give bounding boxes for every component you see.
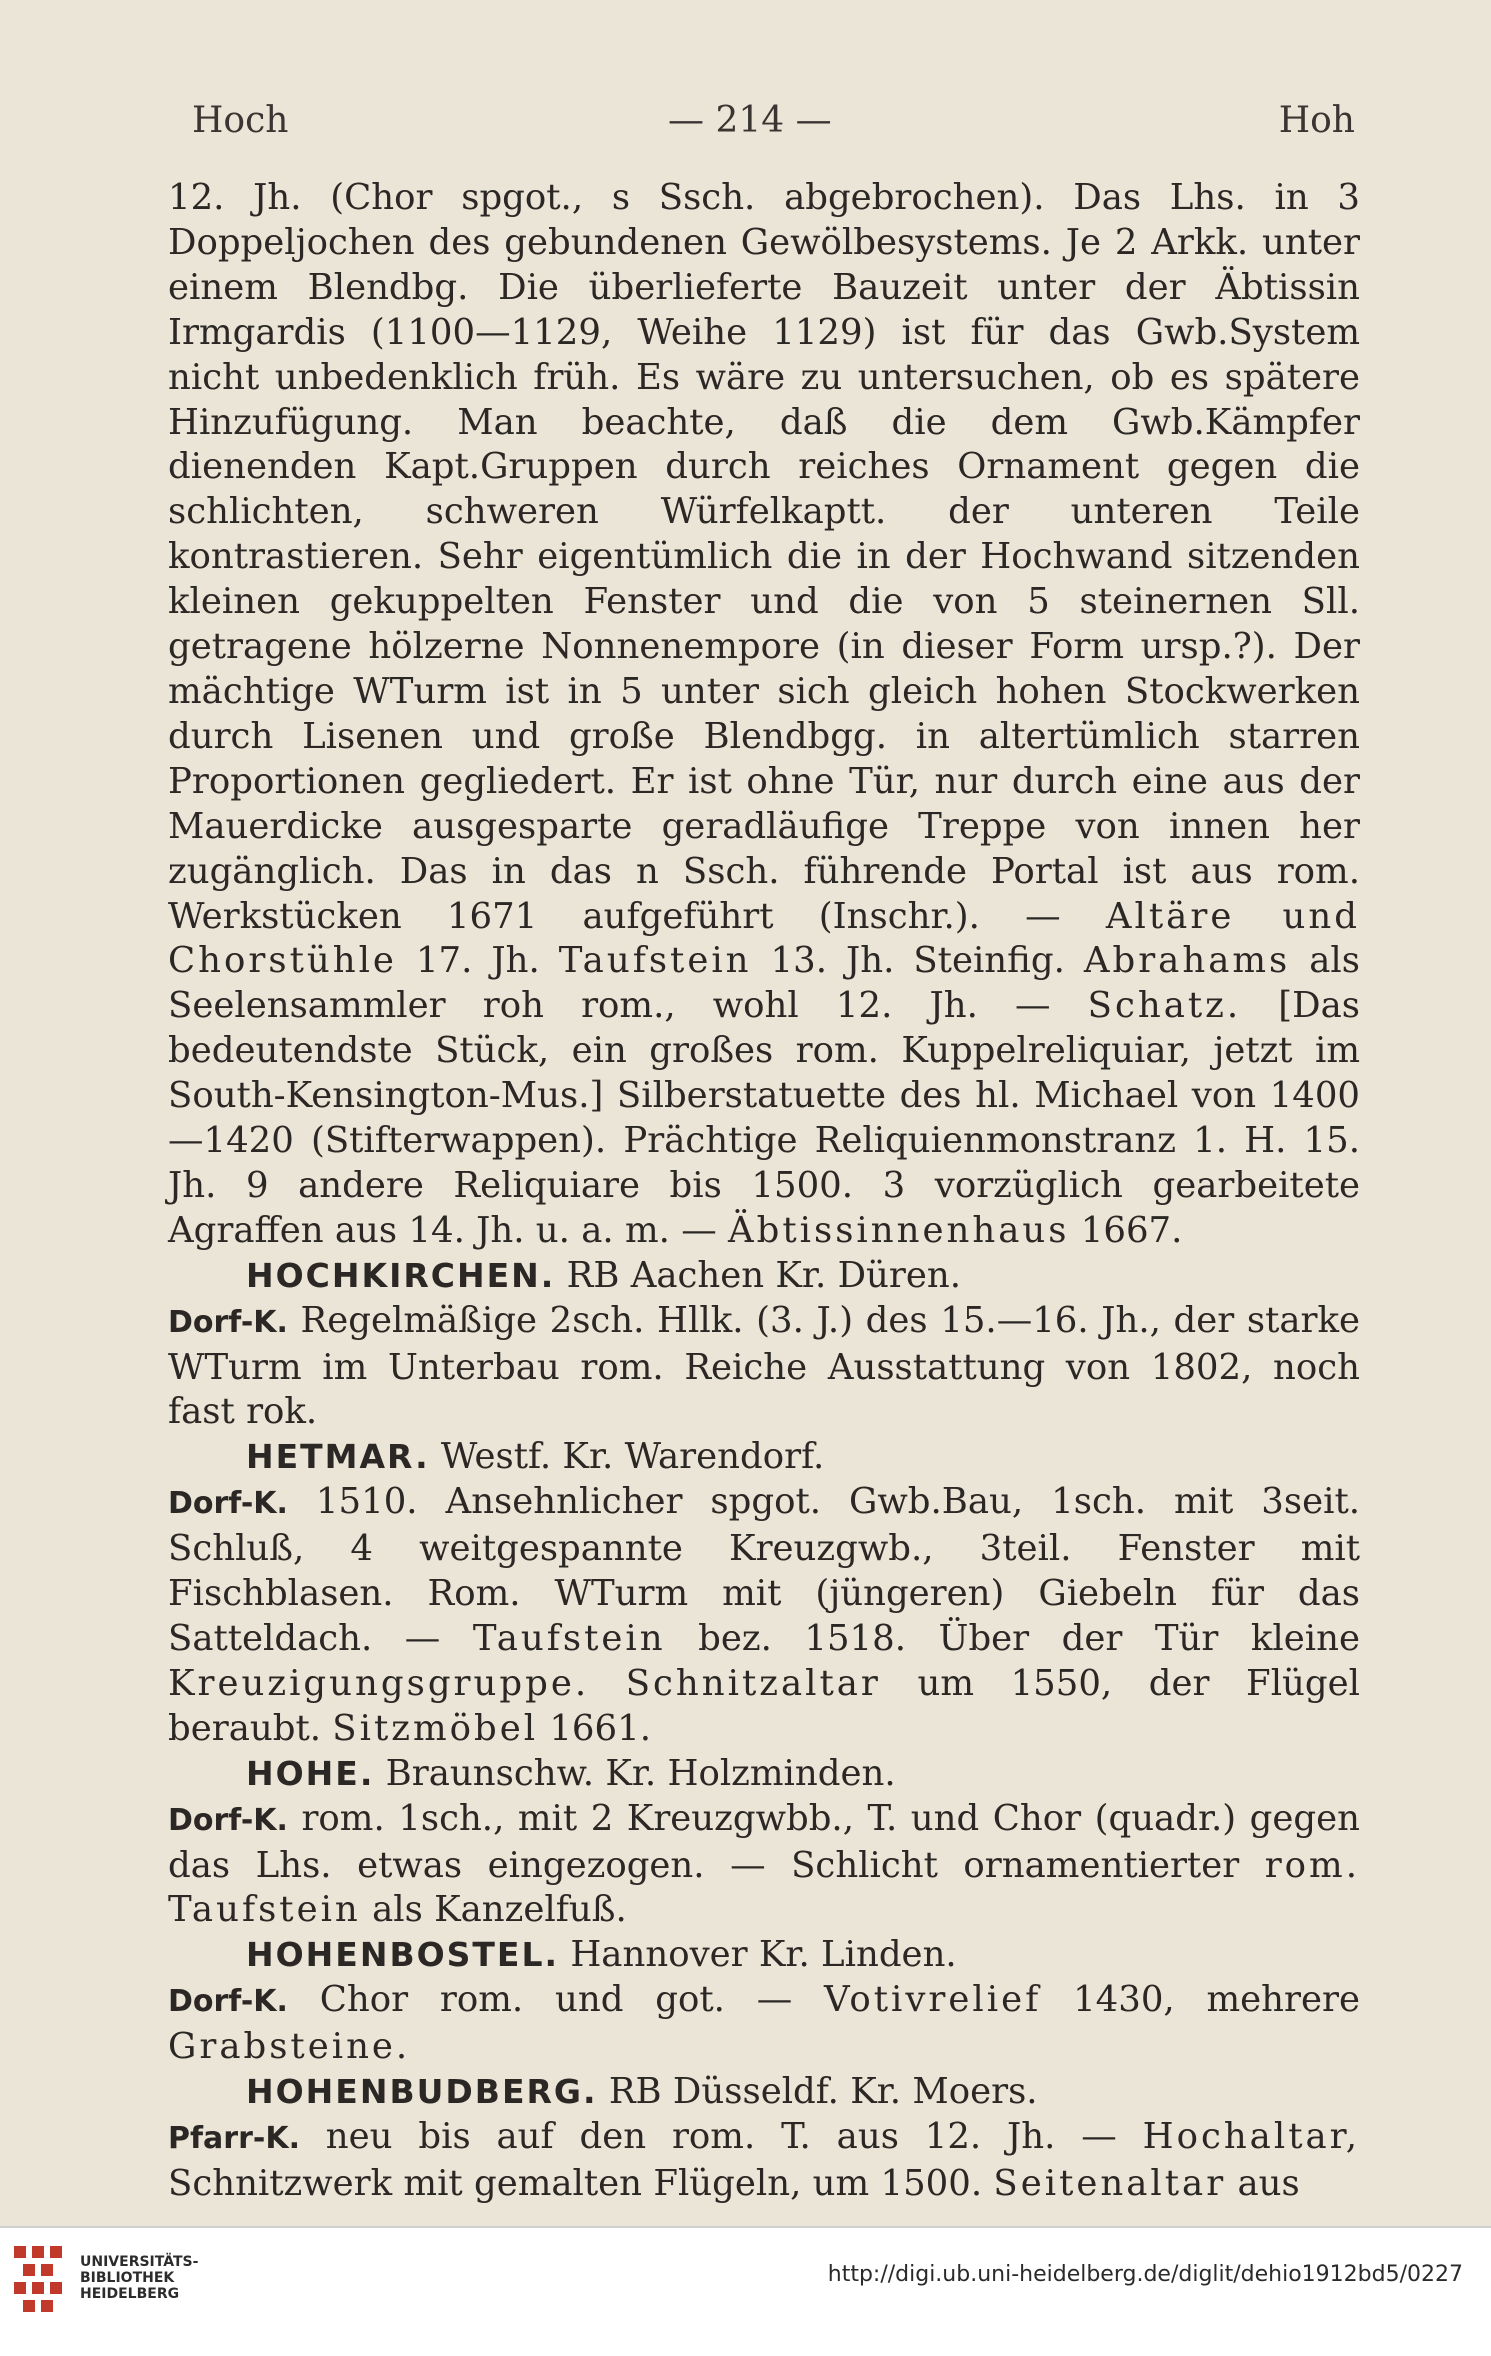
entry-hohenbostel xyxy=(168,1933,1360,2070)
library-line: UNIVERSITÄTS- xyxy=(80,2254,199,2270)
entry-name: HOHENBOSTEL. xyxy=(246,1935,560,1975)
entry-location: RB Düsseldf. Kr. Moers. xyxy=(608,2071,1038,2113)
entry-label: Dorf-K. xyxy=(168,1802,288,1838)
entry-segment: Chor rom. und got. — xyxy=(287,1979,824,2021)
entry-label: Pfarr-K. xyxy=(168,2120,300,2156)
continuation-segment: als Seelensammler roh rom., wohl 12. Jh. — xyxy=(168,940,1360,1027)
entry-location: Hannover Kr. Linden. xyxy=(570,1934,957,1976)
entry-segment: aus xyxy=(1226,2162,1300,2204)
entry-segment: Sitzmöbel xyxy=(332,1707,539,1749)
entry-label: Dorf-K. xyxy=(168,1304,288,1340)
entry-segment: Taufstein xyxy=(472,1618,666,1659)
entry-segment: 1661. xyxy=(538,1707,651,1749)
entry-segment: Seitenaltar xyxy=(993,2162,1227,2204)
continuation-segment: 12. Jh. (Chor spgot., s Ssch. abgebrochen). Das Lhs. in 3 Doppeljochen des gebundenen Gewölbesystems. Je 2 Arkk. unter einem Blendbg. Die überlieferte Bauzeit unter der Äbtissin Irmgardis (1100—1129, Weihe 1129) ist für das Gwb.System nicht unbedenklich früh. Es wäre zu untersuchen, ob es spätere Hinzufügung. Man beachte, daß die dem Gwb.Kämpfer dienenden Kapt.Gruppen durch reiches Ornament gegen die schlichten, schweren Würfelkaptt. der unteren Teile kontrastieren. Sehr eigentümlich die in der Hochwand sitzenden kleinen gekuppelten Fenster und die von 5 steinernen Sll. getragene hölzerne Nonnenempore (in dieser Form ursp.?). Der mächtige WTurm ist in 5 unter sich gleich hohen Stockwerken durch Lisenen und große Blendbgg. in altertümlich starren Proportionen gegliedert. Er ist ohne Tür, nur durch eine aus der Mauerdicke ausgesparte geradläufige Treppe von innen her zugänglich. Das in das n Ssch. führende Portal ist aus rom. Werkstücken 1671 aufgeführt (Inschr.). — xyxy=(168,177,1360,937)
entry-segment: rom. 1sch., mit 2 Kreuzgwbb., T. und Chor (quadr.) gegen das Lhs. etwas eingezogen. — Schlicht ornamentierter xyxy=(168,1797,1360,1886)
entry-text xyxy=(168,1797,1360,1934)
entry-text xyxy=(168,2115,1360,2207)
entry-text xyxy=(168,1978,1360,2070)
entry-location: RB Aachen Kr. Düren. xyxy=(566,1254,962,1296)
permalink-url[interactable]: http://digi.ub.uni-heidelberg.de/diglit/dehio1912bd5/0227 xyxy=(827,2262,1463,2287)
entry-location: Braunschw. Kr. Holzminden. xyxy=(385,1752,896,1794)
entry-heading xyxy=(168,1752,1360,1797)
continuation-segment: 13. Jh. Steinfig. xyxy=(751,940,1084,982)
page-number: — 214 — xyxy=(668,100,832,141)
entry-name: HETMAR. xyxy=(246,1437,430,1477)
entry-segment: als Kanzelfuß. xyxy=(360,1889,627,1931)
entry-label: Dorf-K. xyxy=(168,1984,288,2020)
entry-segment: Votivrelief xyxy=(824,1979,1042,2021)
university-seal-icon xyxy=(8,2238,68,2328)
header-right: Hoh xyxy=(1278,100,1355,141)
entry-segment: Hochaltar, xyxy=(1142,2115,1360,2157)
library-line: HEIDELBERG xyxy=(80,2286,180,2302)
entry-heading xyxy=(168,1435,1360,1480)
entry-segment xyxy=(589,1663,626,1704)
continuation-segment: 17. Jh. xyxy=(396,940,559,982)
entry-heading xyxy=(168,1254,1360,1299)
header-left: Hoch xyxy=(192,100,289,141)
entry-hochkirchen xyxy=(168,1254,1360,1436)
entry-hohenbudberg xyxy=(168,2070,1360,2207)
entry-hohe xyxy=(168,1752,1360,1934)
page-body xyxy=(168,176,1360,2207)
entry-text xyxy=(168,1480,1360,1751)
continuation-segment: 1667. xyxy=(1069,1209,1183,1251)
entry-hetmar xyxy=(168,1435,1360,1751)
continuation-segment: Abrahams xyxy=(1083,940,1291,982)
running-header xyxy=(0,100,1491,160)
entry-segment: um 1550, der Flügel beraubt. xyxy=(168,1662,1360,1749)
viewer-footer xyxy=(0,2226,1491,2356)
continuation-segment: [Das bedeutendste Stück, ein großes rom. Kuppelreliquiar, jetzt im South-Kensington-Mus.] Silberstatuette des hl. Michael von 1400—1420 (Stifterwappen). Prächtige Reliquienmonstranz 1. H. 15. Jh. 9 andere Reliquiare bis 1500. 3 vorzüglich gearbeitete Agraffen aus 14. Jh. u. a. m. — xyxy=(168,985,1360,1251)
library-line: BIBLIOTHEK xyxy=(80,2270,175,2286)
continuation-paragraph xyxy=(168,176,1360,1254)
entry-text xyxy=(168,1299,1360,1436)
continuation-segment: Altäre und Chorstühle xyxy=(168,895,1361,982)
entry-segment: Regelmäßige 2sch. Hllk. (3. J.) des 15.—16. Jh., der starke WTurm im Unterbau rom. Reiche Ausstattung von 1802, noch fast rok. xyxy=(168,1299,1360,1433)
entry-segment: bez. 1518. Über der Tür kleine xyxy=(665,1618,1360,1659)
entry-name: HOHE. xyxy=(246,1753,375,1793)
entry-segment: Grabsteine. xyxy=(168,2026,411,2068)
entry-heading xyxy=(168,1933,1360,1978)
entry-segment: Schnitzwerk mit gemalten Flügeln, um 1500. xyxy=(168,2162,994,2204)
entry-segment: 1430, mehrere xyxy=(1041,1979,1360,2021)
entry-segment: Schnitzaltar xyxy=(625,1662,881,1704)
entry-segment: Kreuzigungsgruppe. xyxy=(168,1662,590,1704)
entry-segment: rom. Taufstein xyxy=(168,1844,1360,1931)
entry-name: HOCHKIRCHEN. xyxy=(246,1255,556,1295)
entry-segment: 1510. Ansehnlicher spgot. Gwb.Bau, 1sch. mit 3seit. Schluß, 4 weitgespannte Kreuzgwb., 3teil. Fenster mit Fischblasen. Rom. WTurm mit (jüngeren) Giebeln für das Satteldach. — xyxy=(168,1481,1360,1659)
library-logo-text xyxy=(80,2254,198,2302)
entry-location: Westf. Kr. Warendorf. xyxy=(440,1436,825,1478)
entry-label: Dorf-K. xyxy=(168,1486,288,1522)
entry-name: HOHENBUDBERG. xyxy=(246,2072,598,2112)
continuation-segment: Schatz. xyxy=(1087,985,1242,1027)
entry-segment: neu bis auf den rom. T. aus 12. Jh. — xyxy=(299,2115,1143,2157)
continuation-segment: Äbtissinnenhaus xyxy=(728,1209,1070,1251)
continuation-segment: Taufstein xyxy=(558,940,752,982)
entry-heading xyxy=(168,2070,1360,2115)
